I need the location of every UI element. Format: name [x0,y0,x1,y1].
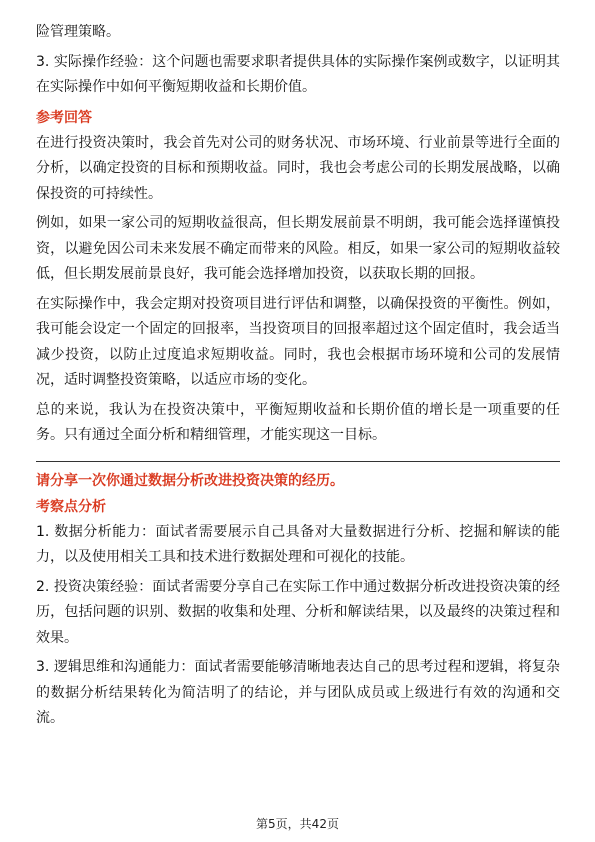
reference-answer-heading: 参考回答 [36,109,92,126]
answer-paragraph: 总的来说，我认为在投资决策中，平衡短期收益和长期价值的增长是一项重要的任务。只有通过全面分析和精细管理，才能实现这一目标。 [36,401,560,443]
analysis-point: 1. 数据分析能力：面试者需要展示自己具备对大量数据进行分析、挖掘和解读的能力，以及使用相关工具和技术进行数据处理和可视化的技能。 [36,523,560,565]
answer-paragraph: 例如，如果一家公司的短期收益很高，但长期发展前景不明朗，我可能会选择谨慎投资，以避免因公司未来发展不确定而带来的风险。相反，如果一家公司的短期收益较低，但长期发展前景良好，我可能会选择增加投资，以获取长期的回报。 [36,215,560,282]
question-title: 请分享一次你通过数据分析改进投资决策的经历。 [36,472,344,489]
analysis-point: 3. 逻辑思维和沟通能力：面试者需要能够清晰地表达自己的思考过程和逻辑，将复杂的数据分析结果转化为简洁明了的结论，并与团队成员或上级进行有效的沟通和交流。 [36,659,560,726]
document-page [36,20,560,736]
analysis-heading: 考察点分析 [36,498,106,515]
section-divider [36,461,560,462]
answer-paragraph: 在进行投资决策时，我会首先对公司的财务状况、市场环境、行业前景等进行全面的分析，以确定投资的目标和预期收益。同时，我也会考虑公司的长期发展战略，以确保投资的可持续性。 [36,134,560,202]
continuation-text: 险管理策略。 [36,24,120,40]
point-practical-experience: 3. 实际操作经验：这个问题也需要求职者提供具体的实际操作案例或数字，以证明其在实际操作中如何平衡短期收益和长期价值。 [36,53,560,95]
page-number: 第5页，共42页 [256,817,339,831]
analysis-point: 2. 投资决策经验：面试者需要分享自己在实际工作中通过数据分析改进投资决策的经历，包括问题的识别、数据的收集和处理、分析和解读结果，以及最终的决策过程和效果。 [36,578,560,646]
answer-paragraph: 在实际操作中，我会定期对投资项目进行评估和调整，以确保投资的平衡性。例如，我可能会设定一个固定的回报率，当投资项目的回报率超过这个固定值时，我会适当减少投资，以防止过度追求短期收益。同时，我也会根据市场环境和公司的发展情况，适时调整投资策略，以适应市场的变化。 [36,295,560,388]
